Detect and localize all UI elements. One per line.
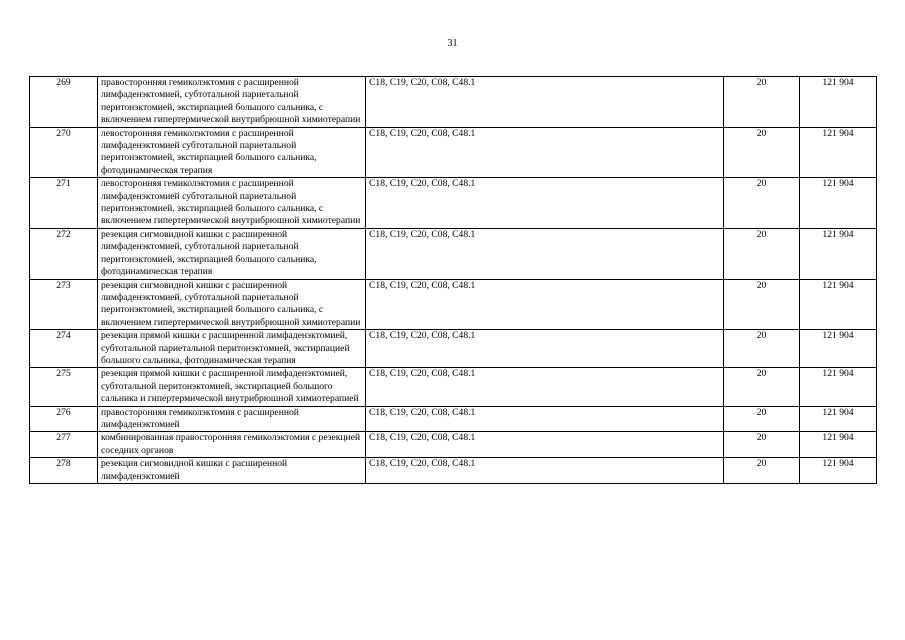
diagnosis-codes: C18, C19, C20, C08, C48.1 (366, 330, 724, 368)
table-row (30, 279, 877, 330)
diagnosis-codes: C18, C19, C20, C08, C48.1 (366, 178, 724, 229)
cost: 121 904 (800, 368, 877, 406)
procedure-name: резекция прямой кишки с расширенной лимфаденэктомией, субтотальной перитонэктомией, экстирпацией большого сальника и гипертермической внутрибрюшной химиотерапией (98, 368, 366, 406)
cost: 121 904 (800, 330, 877, 368)
diagnosis-codes: C18, C19, C20, C08, C48.1 (366, 432, 724, 458)
table-row (30, 127, 877, 178)
row-number: 269 (30, 77, 98, 128)
quantity: 20 (724, 127, 800, 178)
row-number: 276 (30, 406, 98, 432)
procedure-name: резекция прямой кишки с расширенной лимфаденэктомией, субтотальной париетальной перитонэктомией, экстирпацией большого сальника, фотодинамическая терапия (98, 330, 366, 368)
cost: 121 904 (800, 279, 877, 330)
quantity: 20 (724, 432, 800, 458)
quantity: 20 (724, 330, 800, 368)
row-number: 274 (30, 330, 98, 368)
cost: 121 904 (800, 228, 877, 279)
procedure-name: комбинированная правосторонняя гемиколэктомия с резекцией соседних органов (98, 432, 366, 458)
procedure-name: правосторонняя гемиколэктомия с расширенной лимфаденэктомией, субтотальной париетальной перитонэктомией, экстирпацией большого сальника, с включением гипертермической внутрибрюшной химиотерапии (98, 77, 366, 128)
cost: 121 904 (800, 77, 877, 128)
quantity: 20 (724, 406, 800, 432)
procedure-name: левосторонняя гемиколэктомия с расширенной лимфаденэктомией субтотальной париетальной перитонэктомией, экстирпацией большого сальника, с включением гипертермической внутрибрюшной химиотерапии (98, 178, 366, 229)
diagnosis-codes: C18, C19, C20, C08, C48.1 (366, 127, 724, 178)
row-number: 277 (30, 432, 98, 458)
table-row (30, 228, 877, 279)
row-number: 272 (30, 228, 98, 279)
table-row (30, 432, 877, 458)
page-number: 31 (447, 38, 458, 49)
diagnosis-codes: C18, C19, C20, C08, C48.1 (366, 279, 724, 330)
cost: 121 904 (800, 178, 877, 229)
quantity: 20 (724, 458, 800, 484)
quantity: 20 (724, 228, 800, 279)
table-row (30, 77, 877, 128)
table-row (30, 178, 877, 229)
diagnosis-codes: C18, C19, C20, C08, C48.1 (366, 368, 724, 406)
table-body (30, 77, 877, 484)
row-number: 273 (30, 279, 98, 330)
row-number: 271 (30, 178, 98, 229)
table-row (30, 368, 877, 406)
cost: 121 904 (800, 432, 877, 458)
quantity: 20 (724, 279, 800, 330)
diagnosis-codes: C18, C19, C20, C08, C48.1 (366, 77, 724, 128)
procedure-name: резекция сигмовидной кишки с расширенной лимфаденэктомией, субтотальной париетальной перитонэктомией, экстирпацией большого сальника, с включением гипертермической внутрибрюшной химиотерапии (98, 279, 366, 330)
cost: 121 904 (800, 458, 877, 484)
cost: 121 904 (800, 127, 877, 178)
quantity: 20 (724, 178, 800, 229)
table-row (30, 458, 877, 484)
procedures-table (29, 76, 877, 484)
procedure-name: левосторонняя гемиколэктомия с расширенной лимфаденэктомией субтотальной париетальной перитонэктомией, экстирпацией большого сальника, фотодинамическая терапия (98, 127, 366, 178)
quantity: 20 (724, 368, 800, 406)
row-number: 278 (30, 458, 98, 484)
procedure-name: правосторонняя гемиколэктомия с расширенной лимфаденэктомией (98, 406, 366, 432)
table-row (30, 330, 877, 368)
procedure-name: резекция сигмовидной кишки с расширенной лимфаденэктомией (98, 458, 366, 484)
cost: 121 904 (800, 406, 877, 432)
row-number: 275 (30, 368, 98, 406)
diagnosis-codes: C18, C19, C20, C08, C48.1 (366, 458, 724, 484)
diagnosis-codes: C18, C19, C20, C08, C48.1 (366, 406, 724, 432)
diagnosis-codes: C18, C19, C20, C08, C48.1 (366, 228, 724, 279)
table-row (30, 406, 877, 432)
procedure-name: резекция сигмовидной кишки с расширенной лимфаденэктомией, субтотальной париетальной перитонэктомией, экстирпацией большого сальника, фотодинамическая терапия (98, 228, 366, 279)
quantity: 20 (724, 77, 800, 128)
row-number: 270 (30, 127, 98, 178)
